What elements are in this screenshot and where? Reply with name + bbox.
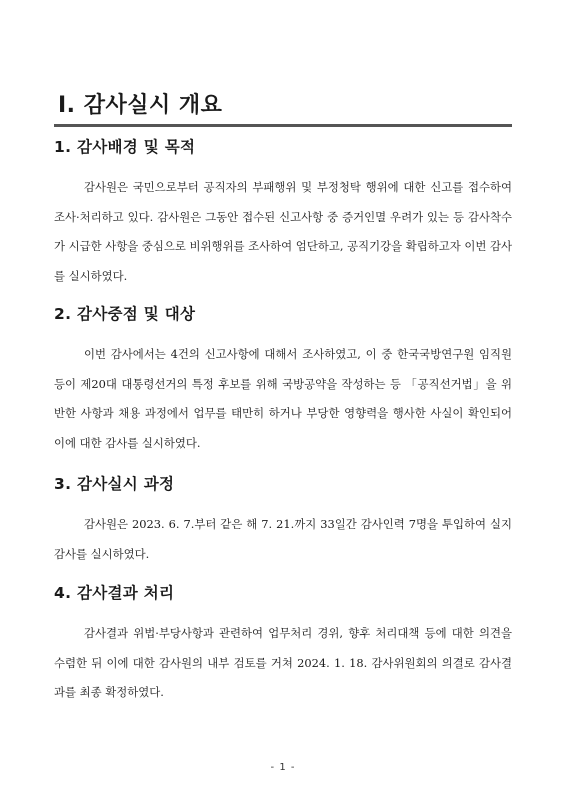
section-focus-target: [54, 303, 512, 458]
section-audit-process: [54, 473, 512, 569]
section-result-handling: [54, 582, 512, 708]
page-title: Ⅰ. 감사실시 개요: [58, 93, 223, 118]
section-heading: 1. 감사배경 및 목적: [54, 138, 196, 156]
page-number: - 1 -: [270, 762, 296, 773]
title-divider: [54, 124, 512, 127]
section-heading: 3. 감사실시 과정: [54, 475, 175, 493]
section-body: 감사결과 위법·부당사항과 관련하여 업무처리 경위, 향후 처리대책 등에 대한 의견을 수렴한 뒤 이에 대한 감사원의 내부 검토를 거쳐 2024. 1. 18. 감사위원회의 의결로 감사결과를 최종 확정하였다.: [54, 626, 512, 699]
section-body: 감사원은 국민으로부터 공직자의 부패행위 및 부정청탁 행위에 대한 신고를 접수하여 조사·처리하고 있다. 감사원은 그동안 접수된 신고사항 중 증거인멸 우려가 있는 등 감사착수가 시급한 사항을 중심으로 비위행위를 조사하여 엄단하고, 공직기강을 확립하고자 이번 감사를 실시하였다.: [54, 180, 512, 283]
section-heading: 4. 감사결과 처리: [54, 584, 175, 602]
section-heading: 2. 감사중점 및 대상: [54, 305, 196, 323]
section-body: 이번 감사에서는 4건의 신고사항에 대해서 조사하였고, 이 중 한국국방연구원 임직원 등이 제20대 대통령선거의 특정 후보를 위해 국방공약을 작성하는 등 「공직선거법」을 위반한 사항과 채용 과정에서 업무를 태만히 하거나 부당한 영향력을 행사한 사실이 확인되어 이에 대한 감사를 실시하였다.: [54, 347, 512, 450]
section-body: 감사원은 2023. 6. 7.부터 같은 해 7. 21.까지 33일간 감사인력 7명을 투입하여 실지감사를 실시하였다.: [54, 517, 512, 561]
section-background-purpose: [54, 136, 512, 291]
